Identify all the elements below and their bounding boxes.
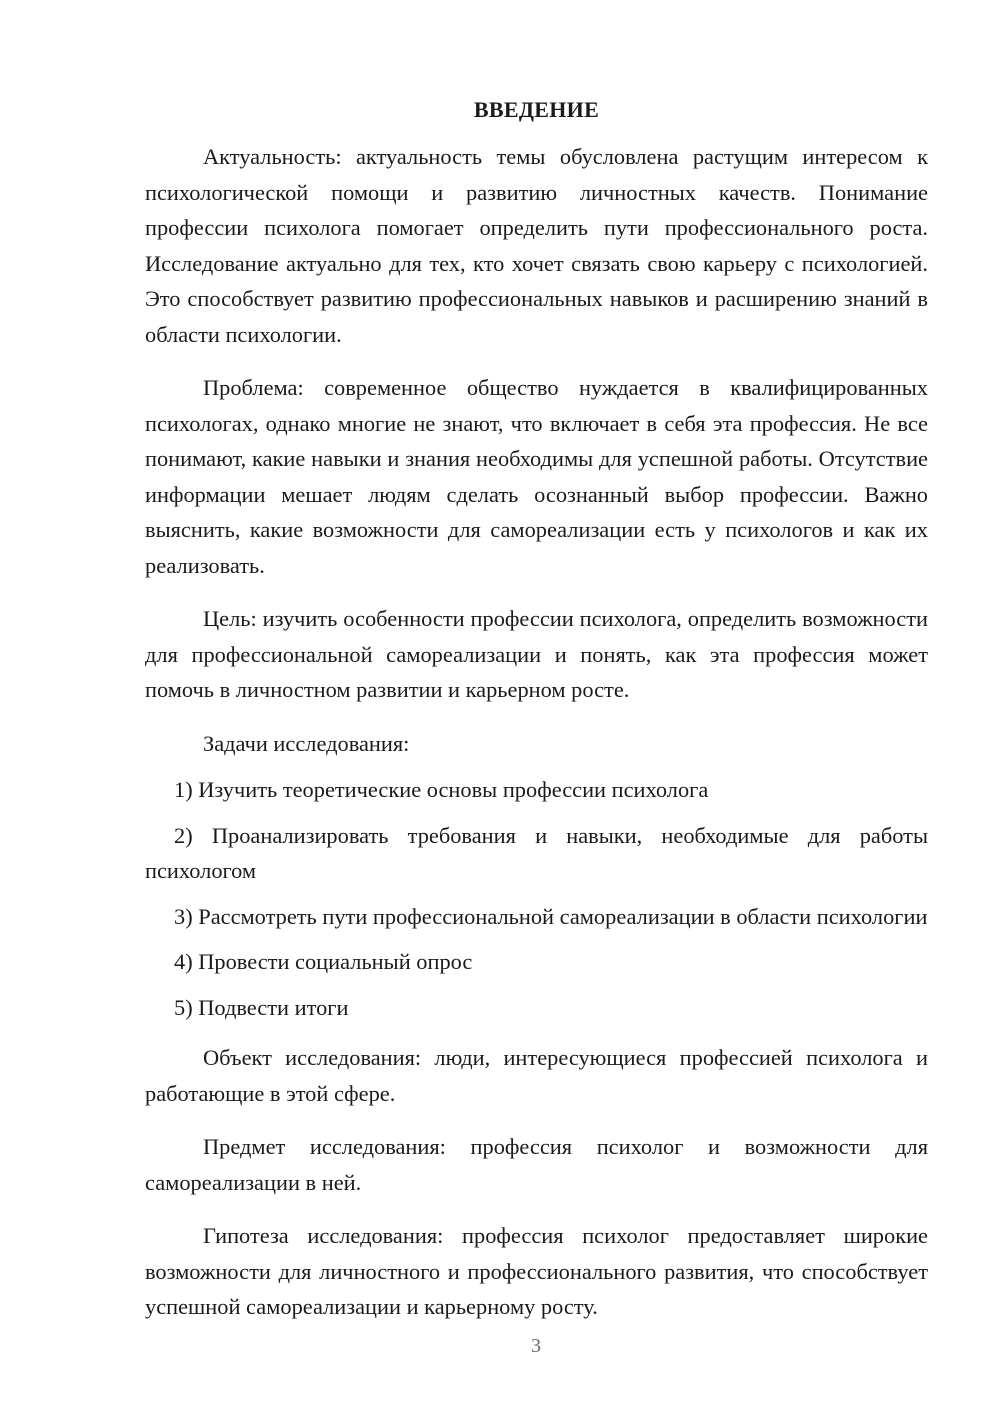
page-title: ВВЕДЕНИЕ	[473, 97, 600, 122]
page-number: 3	[531, 1335, 541, 1357]
task-item-3: 3) Рассмотреть пути профессиональной самореализации в области психологии	[174, 903, 928, 929]
page-content	[145, 94, 928, 1343]
paragraph-goal: Цель: изучить особенности профессии психолога, определить возможности для профессиональной самореализации и понять, как эта профессия может помочь в личностном развитии и карьерном росте.	[145, 606, 928, 702]
task-item-4: 4) Провести социальный опрос	[174, 949, 473, 974]
paragraph-object: Объект исследования: люди, интересующиеся профессией психолога и работающие в этой сфере.	[145, 1045, 928, 1106]
paragraph-hypothesis: Гипотеза исследования: профессия психолог предоставляет широкие возможности для личностного и профессионального развития, что способствует успешной самореализации и карьерному росту.	[145, 1223, 928, 1319]
task-item-2: 2) Проанализировать требования и навыки, необходимые для работы психологом	[145, 822, 928, 883]
paragraph-problem: Проблема: современное общество нуждается в квалифицированных психологах, однако многие не знают, что включает в себя эта профессия. Не все понимают, какие навыки и знания необходимы для успешной работы. Отсутствие информации мешает людям сделать осознанный выбор профессии. Важно выяснить, какие возможности для самореализации есть у психологов и как их реализовать.	[145, 375, 928, 578]
paragraph-subject: Предмет исследования: профессия психолог и возможности для самореализации в ней.	[145, 1134, 928, 1195]
task-item-1: 1) Изучить теоретические основы профессии психолога	[174, 777, 709, 802]
task-item-5: 5) Подвести итоги	[174, 994, 349, 1020]
tasks-list	[145, 772, 928, 1025]
tasks-heading: Задачи исследования:	[203, 730, 410, 756]
paragraph-relevance: Актуальность: актуальность темы обусловлена растущим интересом к психологической помощи и развитию личностных качеств. Понимание профессии психолога помогает определить пути профессионального роста. Исследование актуально для тех, кто хочет связать свою карьеру с психологией. Это способствует развитию профессиональных навыков и расширению знаний в области психологии.	[145, 144, 928, 347]
